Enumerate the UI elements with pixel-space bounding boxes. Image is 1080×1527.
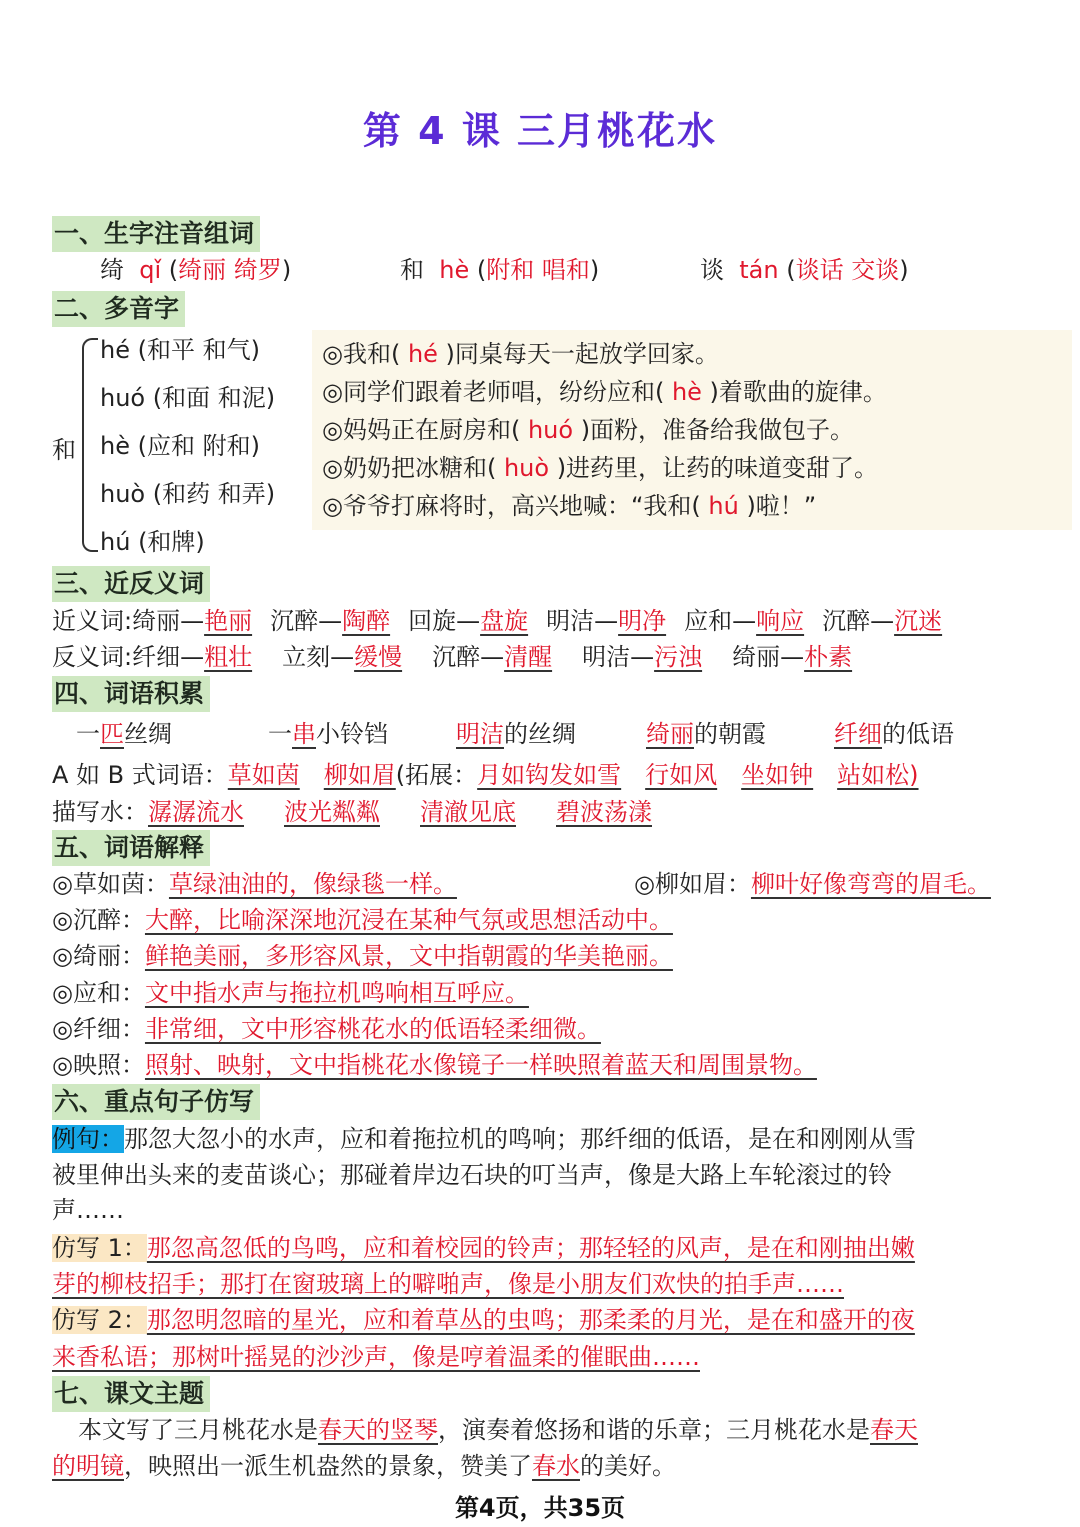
imitation-2-line-1: 仿写 2：那忽明忽暗的星光，应和着草丛的虫鸣；那柔柔的月光，是在和盛开的夜	[52, 1306, 915, 1334]
imitation-1-line-2: 芽的柳枝招手；那打在窗玻璃上的噼啪声，像是小朋友们欢快的拍手声……	[52, 1270, 844, 1298]
ab-pattern-line: A 如 B 式词语：草如茵 柳如眉(拓展：月如钩发如雪 行如风 坐如钟 站如松)	[52, 761, 919, 789]
imitation-1-line-1: 仿写 1：那忽高忽低的鸟鸣，应和着校园的铃声；那轻轻的风声，是在和刚抽出嫩	[52, 1234, 915, 1262]
definition-2: ◎柳如眉：柳叶好像弯弯的眉毛。	[634, 870, 991, 898]
page-number: 第4页，共35页	[454, 1494, 626, 1522]
synonyms-line: 近义词:绮丽—艳丽 沉醉—陶醉 回旋—盘旋 明洁—明净 应和—响应 沉醉—沉迷	[52, 607, 943, 635]
example-sentence-4: ◎奶奶把冰糖和( huò )进药里，让药的味道变甜了。	[322, 454, 879, 482]
example-line-3: 声……	[52, 1196, 124, 1224]
example-line-1: 例句：那忽大忽小的水声，应和着拖拉机的鸣响；那纤细的低语，是在和刚刚从雪	[52, 1125, 916, 1153]
pinyin-item-3: 谈 tán (谈话 交谈)	[700, 256, 909, 284]
section-heading-6: 六、重点句子仿写	[52, 1084, 260, 1120]
definition-4: ◎绮丽：鲜艳美丽，多形容风景，文中指朝霞的华美艳丽。	[52, 942, 673, 970]
definition-7: ◎映照：照射、映射，文中指桃花水像镜子一样映照着蓝天和周围景物。	[52, 1051, 817, 1079]
reading-3: hè (应和 附和)	[100, 432, 260, 460]
section-heading-5: 五、词语解释	[52, 830, 210, 866]
brace-bracket	[82, 338, 98, 552]
word-accum-1: 一匹丝绸	[76, 720, 172, 748]
reading-5: hú (和牌)	[100, 528, 205, 556]
imitation-2-line-2: 来香私语；那树叶摇晃的沙沙声，像是哼着温柔的催眠曲……	[52, 1343, 700, 1371]
definition-5: ◎应和：文中指水声与拖拉机鸣响相互呼应。	[52, 979, 529, 1007]
reading-2: huó (和面 和泥)	[100, 384, 276, 412]
pinyin-item-2: 和 hè (附和 唱和)	[400, 256, 600, 284]
section-heading-4: 四、词语积累	[52, 676, 210, 712]
polyphone-char: 和	[52, 436, 76, 464]
pinyin-item-1: 绮 qǐ (绮丽 绮罗)	[100, 256, 292, 284]
example-line-2: 被里伸出头来的麦苗谈心；那碰着岸边石块的叮当声，像是大路上车轮滚过的铃	[52, 1161, 892, 1189]
antonyms-line: 反义词:纤细—粗壮 立刻—缓慢 沉醉—清醒 明洁—污浊 绮丽—朴素	[52, 643, 853, 671]
theme-line-1: 本文写了三月桃花水是春天的竖琴，演奏着悠扬和谐的乐章；三月桃花水是春天	[78, 1416, 918, 1444]
section-heading-1: 一、生字注音组词	[52, 216, 260, 252]
page-title: 第 4 课 三月桃花水	[362, 109, 718, 153]
example-sentence-3: ◎妈妈正在厨房和( huó )面粉，准备给我做包子。	[322, 416, 855, 444]
word-accum-4: 绮丽的朝霞	[646, 720, 766, 748]
word-accum-2: 一串小铃铛	[268, 720, 388, 748]
section-heading-2: 二、多音字	[52, 291, 185, 327]
example-sentence-5: ◎爷爷打麻将时，高兴地喊：“我和( hú )啦！”	[322, 492, 817, 520]
example-sentence-2: ◎同学们跟着老师唱，纷纷应和( hè )着歌曲的旋律。	[322, 378, 887, 406]
example-tag: 例句：	[52, 1125, 124, 1153]
word-accum-5: 纤细的低语	[834, 720, 954, 748]
word-accum-3: 明洁的丝绸	[456, 720, 576, 748]
definition-3: ◎沉醉：大醉，比喻深深地沉浸在某种气氛或思想活动中。	[52, 906, 673, 934]
definition-1: ◎草如茵：草绿油油的，像绿毯一样。	[52, 870, 457, 898]
imitation-1-tag: 仿写 1：	[52, 1234, 147, 1262]
reading-4: huò (和药 和弄)	[100, 480, 276, 508]
definition-6: ◎纤细：非常细，文中形容桃花水的低语轻柔细微。	[52, 1015, 601, 1043]
section-heading-3: 三、近反义词	[52, 566, 210, 602]
water-words-line: 描写水：潺潺流水 波光粼粼 清澈见底 碧波荡漾	[52, 798, 652, 826]
imitation-2-tag: 仿写 2：	[52, 1306, 147, 1334]
example-sentence-1: ◎我和( hé )同桌每天一起放学回家。	[322, 340, 719, 368]
section-heading-7: 七、课文主题	[52, 1376, 210, 1412]
reading-1: hé (和平 和气)	[100, 336, 260, 364]
theme-line-2: 的明镜，映照出一派生机盎然的景象，赞美了春水的美好。	[52, 1452, 676, 1480]
